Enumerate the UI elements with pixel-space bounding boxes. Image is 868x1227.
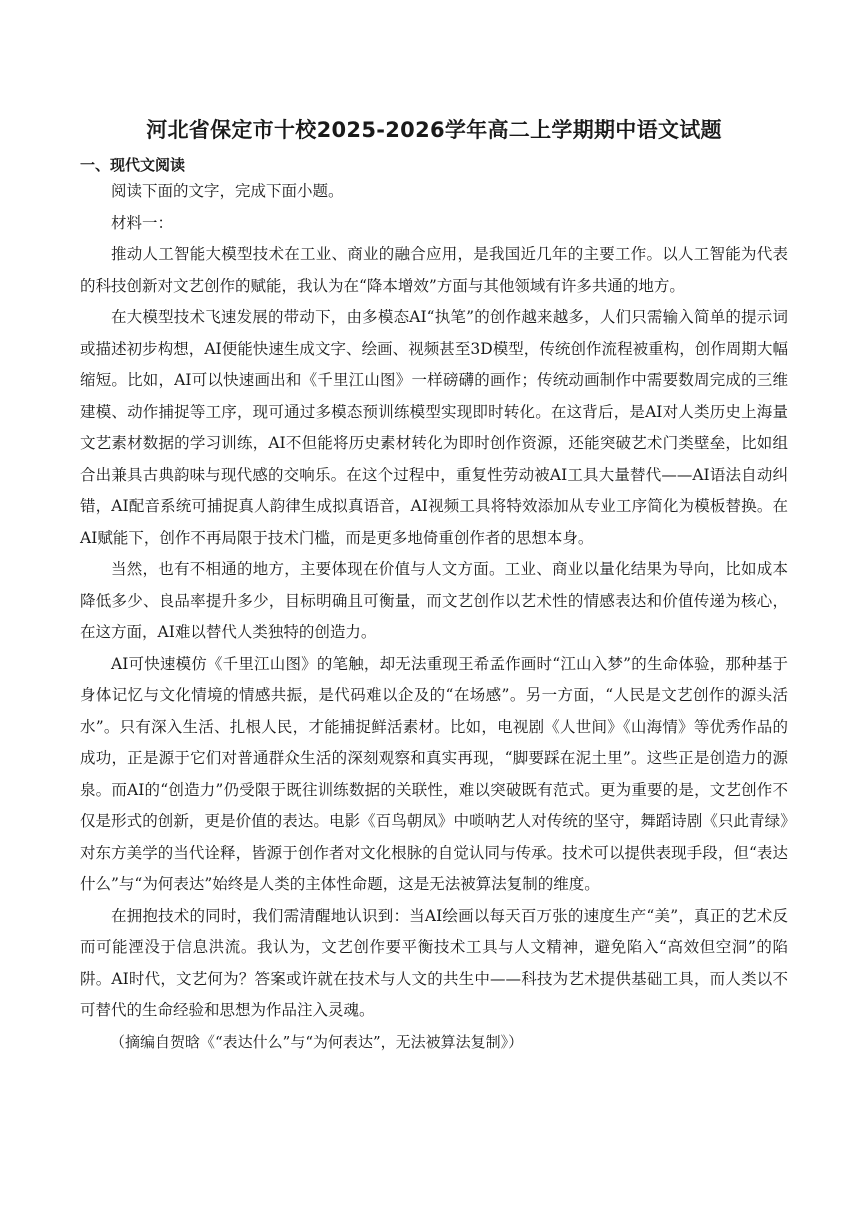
section-heading: 一、现代文阅读 bbox=[80, 156, 186, 174]
paragraph: AI可快速模仿《千里江山图》的笔触，却无法重现王希孟作画时“江山入梦”的生命体验，那种基于身体记忆与文化情境的情感共振，是代码难以企及的“在场感”。另一方面，“人民是文艺创作的源头活水”。只有深入生活、扎根人民，才能捕捉鲜活素材。比如，电视剧《人世间》《山海情》等优秀作品的成功，正是源于它们对普通群众生活的深刻观察和真实再现，“脚要踩在泥土里”。这些正是创造力的源泉。而AI的“创造力”仍受限于既往训练数据的关联性，难以突破既有范式。更为重要的是，文艺创作不仅是形式的创新，更是价值的表达。电影《百鸟朝凤》中唢呐艺人对传统的坚守，舞蹈诗剧《只此青绿》对东方美学的当代诠释，皆源于创作者对文化根脉的自觉认同与传承。技术可以提供表现手段，但“表达什么”与“为何表达”始终是人类的主体性命题，这是无法被算法复制的维度。 bbox=[80, 654, 788, 893]
material-label: 材料一： bbox=[111, 213, 174, 232]
document-title: 河北省保定市十校2025-2026学年高二上学期期中语文试题 bbox=[146, 118, 722, 142]
instruction-text: 阅读下面的文字，完成下面小题。 bbox=[111, 182, 344, 200]
paragraph: 在大模型技术飞速发展的带动下，由多模态AI“执笔”的创作越来越多，人们只需输入简单的提示词或描述初步构想，AI便能快速生成文字、绘画、视频甚至3D模型，传统创作流程被重构，创作周期大幅缩短。比如，AI可以快速画出和《千里江山图》一样磅礴的画作；传统动画制作中需要数周完成的三维建模、动作捕捉等工序，现可通过多模态预训练模型实现即时转化。在这背后，是AI对人类历史上海量文艺素材数据的学习训练，AI不但能将历史素材转化为即时创作资源，还能突破艺术门类壁垒，比如组合出兼具古典韵味与现代感的交响乐。在这个过程中，重复性劳动被AI工具大量替代——AI语法自动纠错，AI配音系统可捕捉真人韵律生成拟真语音，AI视频工具将特效添加从专业工序简化为模板替换。在AI赋能下，创作不再局限于技术门槛，而是更多地倚重创作者的思想本身。 bbox=[80, 308, 788, 547]
paragraph: 推动人工智能大模型技术在工业、商业的融合应用，是我国近几年的主要工作。以人工智能为代表的科技创新对文艺创作的赋能，我认为在“降本增效”方面与其他领域有许多共通的地方。 bbox=[80, 245, 788, 295]
paragraph: 在拥抱技术的同时，我们需清醒地认识到：当AI绘画以每天百万张的速度生产“美”，真正的艺术反而可能湮没于信息洪流。我认为，文艺创作要平衡技术工具与人文精神，避免陷入“高效但空洞”的陷阱。AI时代，文艺何为？答案或许就在技术与人文的共生中——科技为艺术提供基础工具，而人类以不可替代的生命经验和思想为作品注入灵魂。 bbox=[80, 906, 788, 1019]
source-citation: （摘编自贺晗《“表达什么”与“为何表达”，无法被算法复制》） bbox=[110, 1032, 524, 1051]
paragraph: 当然，也有不相通的地方，主要体现在价值与人文方面。工业、商业以量化结果为导向，比如成本降低多少、良品率提升多少，目标明确且可衡量，而文艺创作以艺术性的情感表达和价值传递为核心，在这方面，AI难以替代人类独特的创造力。 bbox=[80, 560, 788, 641]
reading-body bbox=[80, 176, 788, 1058]
